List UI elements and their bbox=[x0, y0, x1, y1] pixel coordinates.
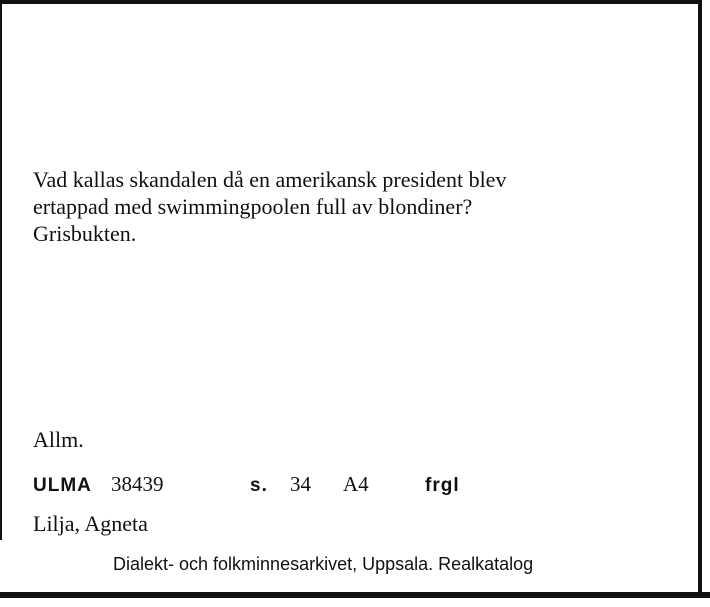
answer-line: Grisbukten. bbox=[33, 221, 137, 246]
card-border-bottom bbox=[0, 592, 710, 598]
card-border-top bbox=[0, 0, 700, 4]
question-line-2: ertappad med swimmingpoolen full av blondiner? bbox=[33, 194, 473, 219]
page-label: s. bbox=[250, 475, 268, 496]
record-type: frgl bbox=[425, 475, 460, 496]
card-border-right bbox=[698, 0, 702, 598]
card-border-left bbox=[0, 0, 2, 540]
category-label: Allm. bbox=[33, 427, 84, 452]
archive-number: 38439 bbox=[111, 472, 164, 496]
archive-label: ULMA bbox=[33, 475, 92, 496]
question-text bbox=[33, 166, 653, 247]
question-line-1: Vad kallas skandalen då en amerikansk president blev bbox=[33, 167, 507, 192]
page-number: 34 bbox=[290, 472, 311, 496]
informant-name: Lilja, Agneta bbox=[33, 511, 148, 536]
archive-footer: Dialekt- och folkminnesarkivet, Uppsala. Realkatalog bbox=[113, 554, 534, 574]
archive-reference-row bbox=[0, 472, 700, 498]
paper-format: A4 bbox=[343, 472, 369, 496]
